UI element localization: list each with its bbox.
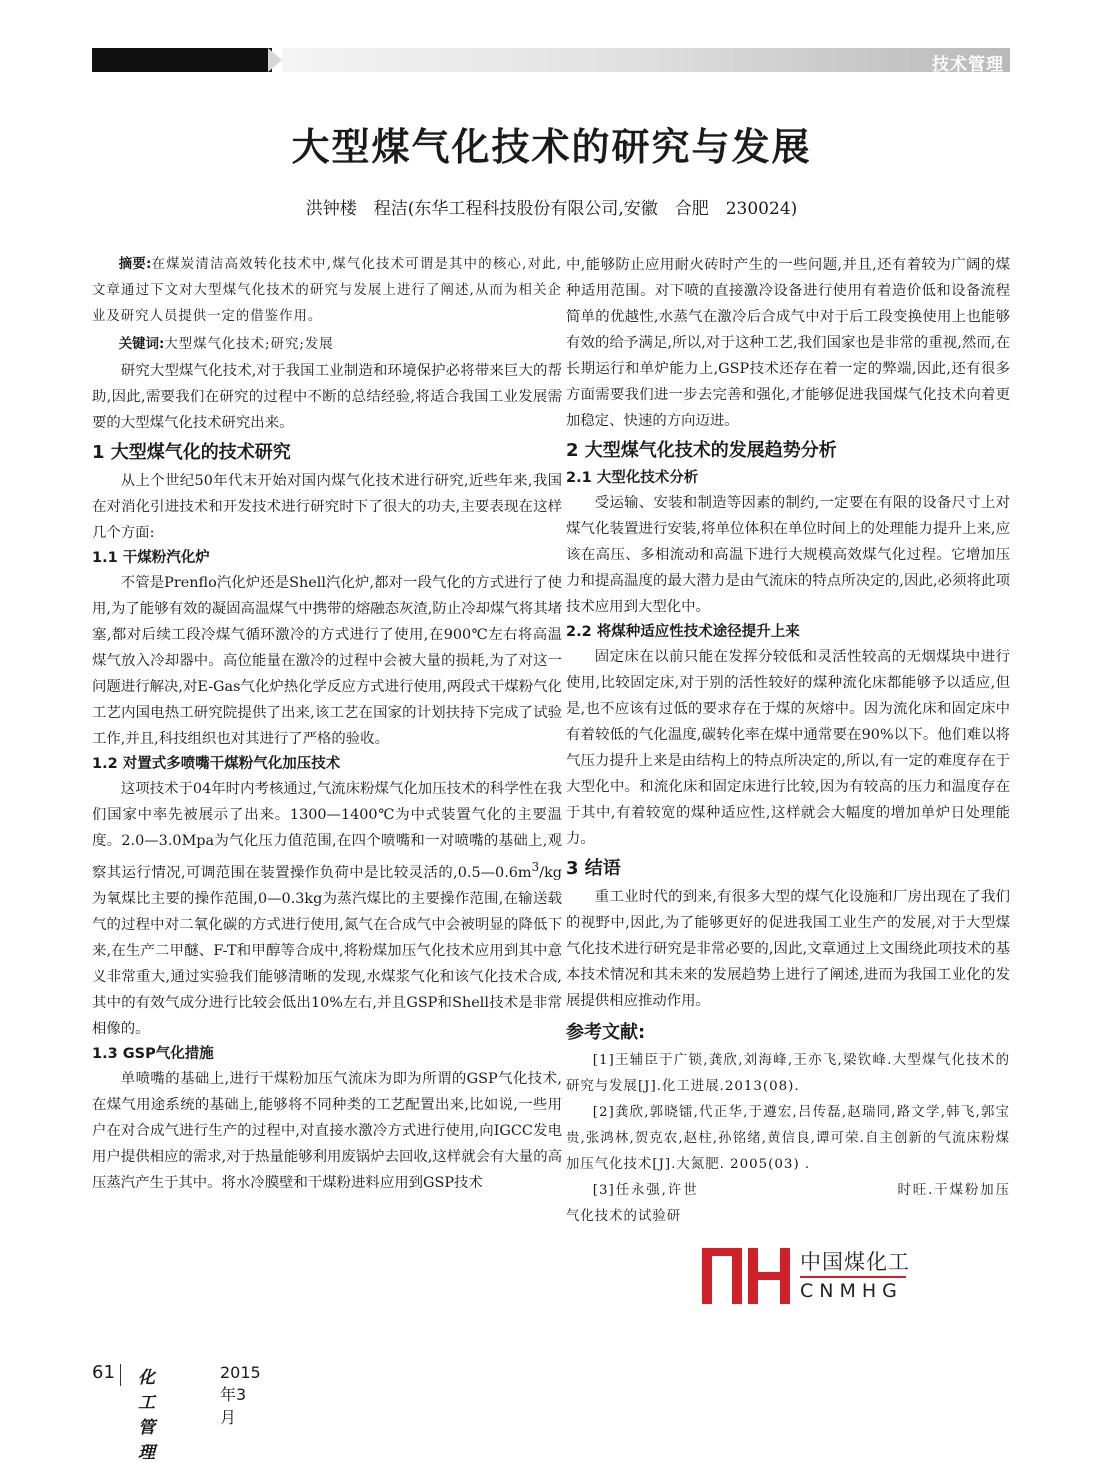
logo-stroke: [732, 1248, 742, 1304]
section-1-3-text-left: 单喷嘴的基础上,进行干煤粉加压气流床为即为所谓的GSP气化技术,在煤气用途系统的基础上,能够将不同种类的工艺配置出来,比如说,一些用户在对合成气进行生产的过程中,对直接水激冷方式进行使用,向IGCC发电用户提供相应的需求,对于热量能够利用废锅炉去回收,这样就会有大量的高压蒸汽产生于其中。将水冷膜壁和干煤粉进料应用到GSP技术: [92, 1070, 562, 1191]
section-2-2-heading: 2.2 将煤种适应性技术途径提升上来: [566, 624, 800, 640]
left-column: [92, 252, 562, 1196]
right-column: [566, 252, 1010, 1230]
references-heading: 参考文献:: [566, 1022, 646, 1043]
section-1-2-heading: 1.2 对置式多喷嘴干煤粉气化加压技术: [92, 756, 341, 772]
section-1-2-text-b: /kg为氧煤比主要的操作范围,0—0.3kg为蒸汽煤比的主要操作范围,在输送载气的过程中对二氧化碳的方式进行使用,氮气在合成气中会被明显的降低下来,在生产二甲醚、F-T和甲醇等合成中,将粉煤加压气化技术应用到其中意义非常重大,通过实验我们能够清晰的发现,水煤浆气化和该气化技术合成,其中的有效气成分进行比较会低出10%左右,并且GSP和Shell技术是非常相像的。: [92, 864, 562, 1037]
article-title: 大型煤气化技术的研究与发展: [291, 125, 812, 169]
banner-chevron: [268, 48, 282, 72]
section-1-3-text-right: 中,能够防止应用耐火砖时产生的一些问题,并且,还有着较为广阔的煤种适用范围。对下喷的直接激冷设备进行使用有着造价低和设备流程简单的优越性,水蒸气在激冷后合成气中对于后工段变换使用上也能够有效的给予满足,所以,对于这种工艺,我们国家也是非常的重视,然而,在长期运行和单炉能力上,GSP技术还存在着一定的弊端,因此,还有很多方面需要我们进一步去完善和强化,才能够促进我国煤气化技术向着更加稳定、快速的方向迈进。: [566, 257, 1010, 429]
section-3-paragraph: 重工业时代的到来,有很多大型的煤气化设施和厂房出现在了我们的视野中,因此,为了能够更好的促进我国工业生产的发展,对于大型煤气化技术进行研究是非常必要的,因此,文章通过上文围绕此项技术的基本技术情况和其未来的发展趋势上进行了阐述,进而为我国工业化的发展提供相应推动作用。: [566, 889, 1010, 1009]
section-1-3-paragraph-cont: [566, 252, 1010, 434]
banner-black-bar: [92, 48, 272, 72]
journal-name: 化工管理: [138, 1368, 155, 1463]
keywords-text: 大型煤气化技术;研究;发展: [164, 337, 334, 352]
intro-paragraph: 研究大型煤气化技术,对于我国工业制造和环境保护必将带来巨大的帮助,因此,需要我们在研究的过程中不断的总结经验,将适合我国工业发展需要的大型煤气化技术研究出来。: [92, 363, 562, 431]
watermark-name-en: CNMHG: [800, 1280, 903, 1302]
reference-3: [566, 1178, 1010, 1230]
reference-2: [2]龚欣,郭晓镭,代正华,于遵宏,吕传磊,赵瑞同,路文学,韩飞,郭宝贵,张鸿林,贺克农,赵柱,孙铭绪,黄信良,谭可荣.自主创新的气流床粉煤加压气化技术[J].大氮肥. 2005(03) .: [566, 1105, 1010, 1172]
keywords-label: 关键词:: [118, 337, 165, 352]
section-1-1-heading: 1.1 干煤粉汽化炉: [92, 550, 210, 566]
cnmhg-logo-icon: [702, 1246, 794, 1306]
section-1-1-paragraph: 不管是Prenflo汽化炉还是Shell汽化炉,都对一段气化的方式进行了使用,为了能够有效的凝固高温煤气中携带的熔融态灰渣,防止冷却煤气将其堵塞,都对后续工段冷煤气循环激冷的方式进行了使用,在900℃左右将高温煤气放入冷却器中。高位能量在激冷的过程中会被大量的损耗,为了对这一问题进行解决,对E-Gas气化炉热化学反应方式进行使用,两段式干煤粉气化工艺内国电热工研究院提供了出来,该工艺在国家的计划扶持下完成了试验工作,并且,科技组织也对其进行了严格的验收。: [92, 575, 562, 747]
watermark-name-cn: 中国煤化工: [800, 1250, 910, 1274]
footer-separator: [120, 1364, 121, 1386]
section-1-2-paragraph: [92, 776, 562, 1042]
logo-stroke: [702, 1248, 712, 1304]
issue-date: 2015年3月: [220, 1363, 261, 1427]
section-2-2-paragraph: 固定床在以前只能在发挥分较低和灵活性较高的无烟煤块中进行使用,比较固定床,对于别的活性较好的煤种流化床都能够予以适应,但是,也不应该有过低的要求存在于煤的灰熔中。因为流化床和固定床中有着较低的气化温度,碳转化率在煤中通常要在90%以下。他们难以将气压力提升上来是由结构上的特点所决定的,所以,有一定的难度存在于大型化中。和流化床和固定床进行比较,因为有较高的压力和温度存在于其中,有着较宽的煤种适应性,这样就会大幅度的增加单炉日处理能力。: [566, 649, 1010, 847]
reference-3-start: [3]任永强,许世: [592, 1183, 699, 1198]
reference-3-tail: 时旺.干煤粉加压气化技术的试验研: [566, 1183, 1010, 1224]
watermark-logo: [700, 1244, 912, 1308]
section-1-2-text-a: 这项技术于04年时内考核通过,气流床粉煤气化加压技术的科学性在我们国家中率先被展示了出来。1300—1400℃为中式装置气化的主要温度。2.0—3.0Mpa为气化压力值范围,在四个喷嘴和一对喷嘴的基础上,观察其运行情况,可调范围在装置操作负荷中是比较灵活的,0.5—0.6m: [92, 781, 562, 881]
section-1-heading: 1 大型煤气化的技术研究: [92, 442, 291, 463]
abstract: [92, 252, 562, 330]
logo-stroke: [748, 1272, 790, 1280]
superscript-3: 3: [531, 860, 540, 874]
section-2-1-heading: 2.1 大型化技术分析: [566, 470, 699, 486]
section-3-heading: 3 结语: [566, 858, 621, 879]
section-1-3-heading: 1.3 GSP气化措施: [92, 1045, 214, 1062]
keywords: [92, 332, 562, 358]
banner-gradient-bar: [282, 48, 1010, 72]
watermark-divider: [800, 1276, 906, 1278]
section-1-3-paragraph-start: [92, 1066, 562, 1196]
section-1-paragraph: 从上个世纪50年代末开始对国内煤气化技术进行研究,近些年来,我国在对消化引进技术和开发技术进行研究时下了很大的功夫,主要表现在这样几个方面:: [92, 473, 562, 541]
abstract-label: 摘要:: [118, 257, 152, 272]
abstract-text: 在煤炭清洁高效转化技术中,煤气化技术可谓是其中的核心,对此,文章通过下文对大型煤气化技术的研究与发展上进行了阐述,从而为相关企业及研究人员提供一定的借鉴作用。: [92, 257, 562, 324]
article-authors: 洪钟楼 程洁(东华工程科技股份有限公司,安徽 合肥 230024): [305, 199, 798, 219]
section-banner: [92, 48, 1010, 75]
section-tag: 技术管理: [932, 55, 1004, 75]
reference-1: [1]王辅臣于广锁,龚欣,刘海峰,王亦飞,梁钦峰.大型煤气化技术的研究与发展[J].化工进展.2013(08).: [566, 1053, 1010, 1094]
page-number: 61: [92, 1362, 115, 1383]
section-2-heading: 2 大型煤气化技术的发展趋势分析: [566, 440, 837, 461]
section-2-1-paragraph: 受运输、安装和制造等因素的制约,一定要在有限的设备尺寸上对煤气化装置进行安装,将单位体积在单位时间上的处理能力提升上来,应该在高压、多相流动和高温下进行大规模高效煤气化过程。它增加压力和提高温度的最大潜力是由气流床的特点所决定的,因此,必须将此项技术应用到大型化中。: [566, 495, 1010, 615]
